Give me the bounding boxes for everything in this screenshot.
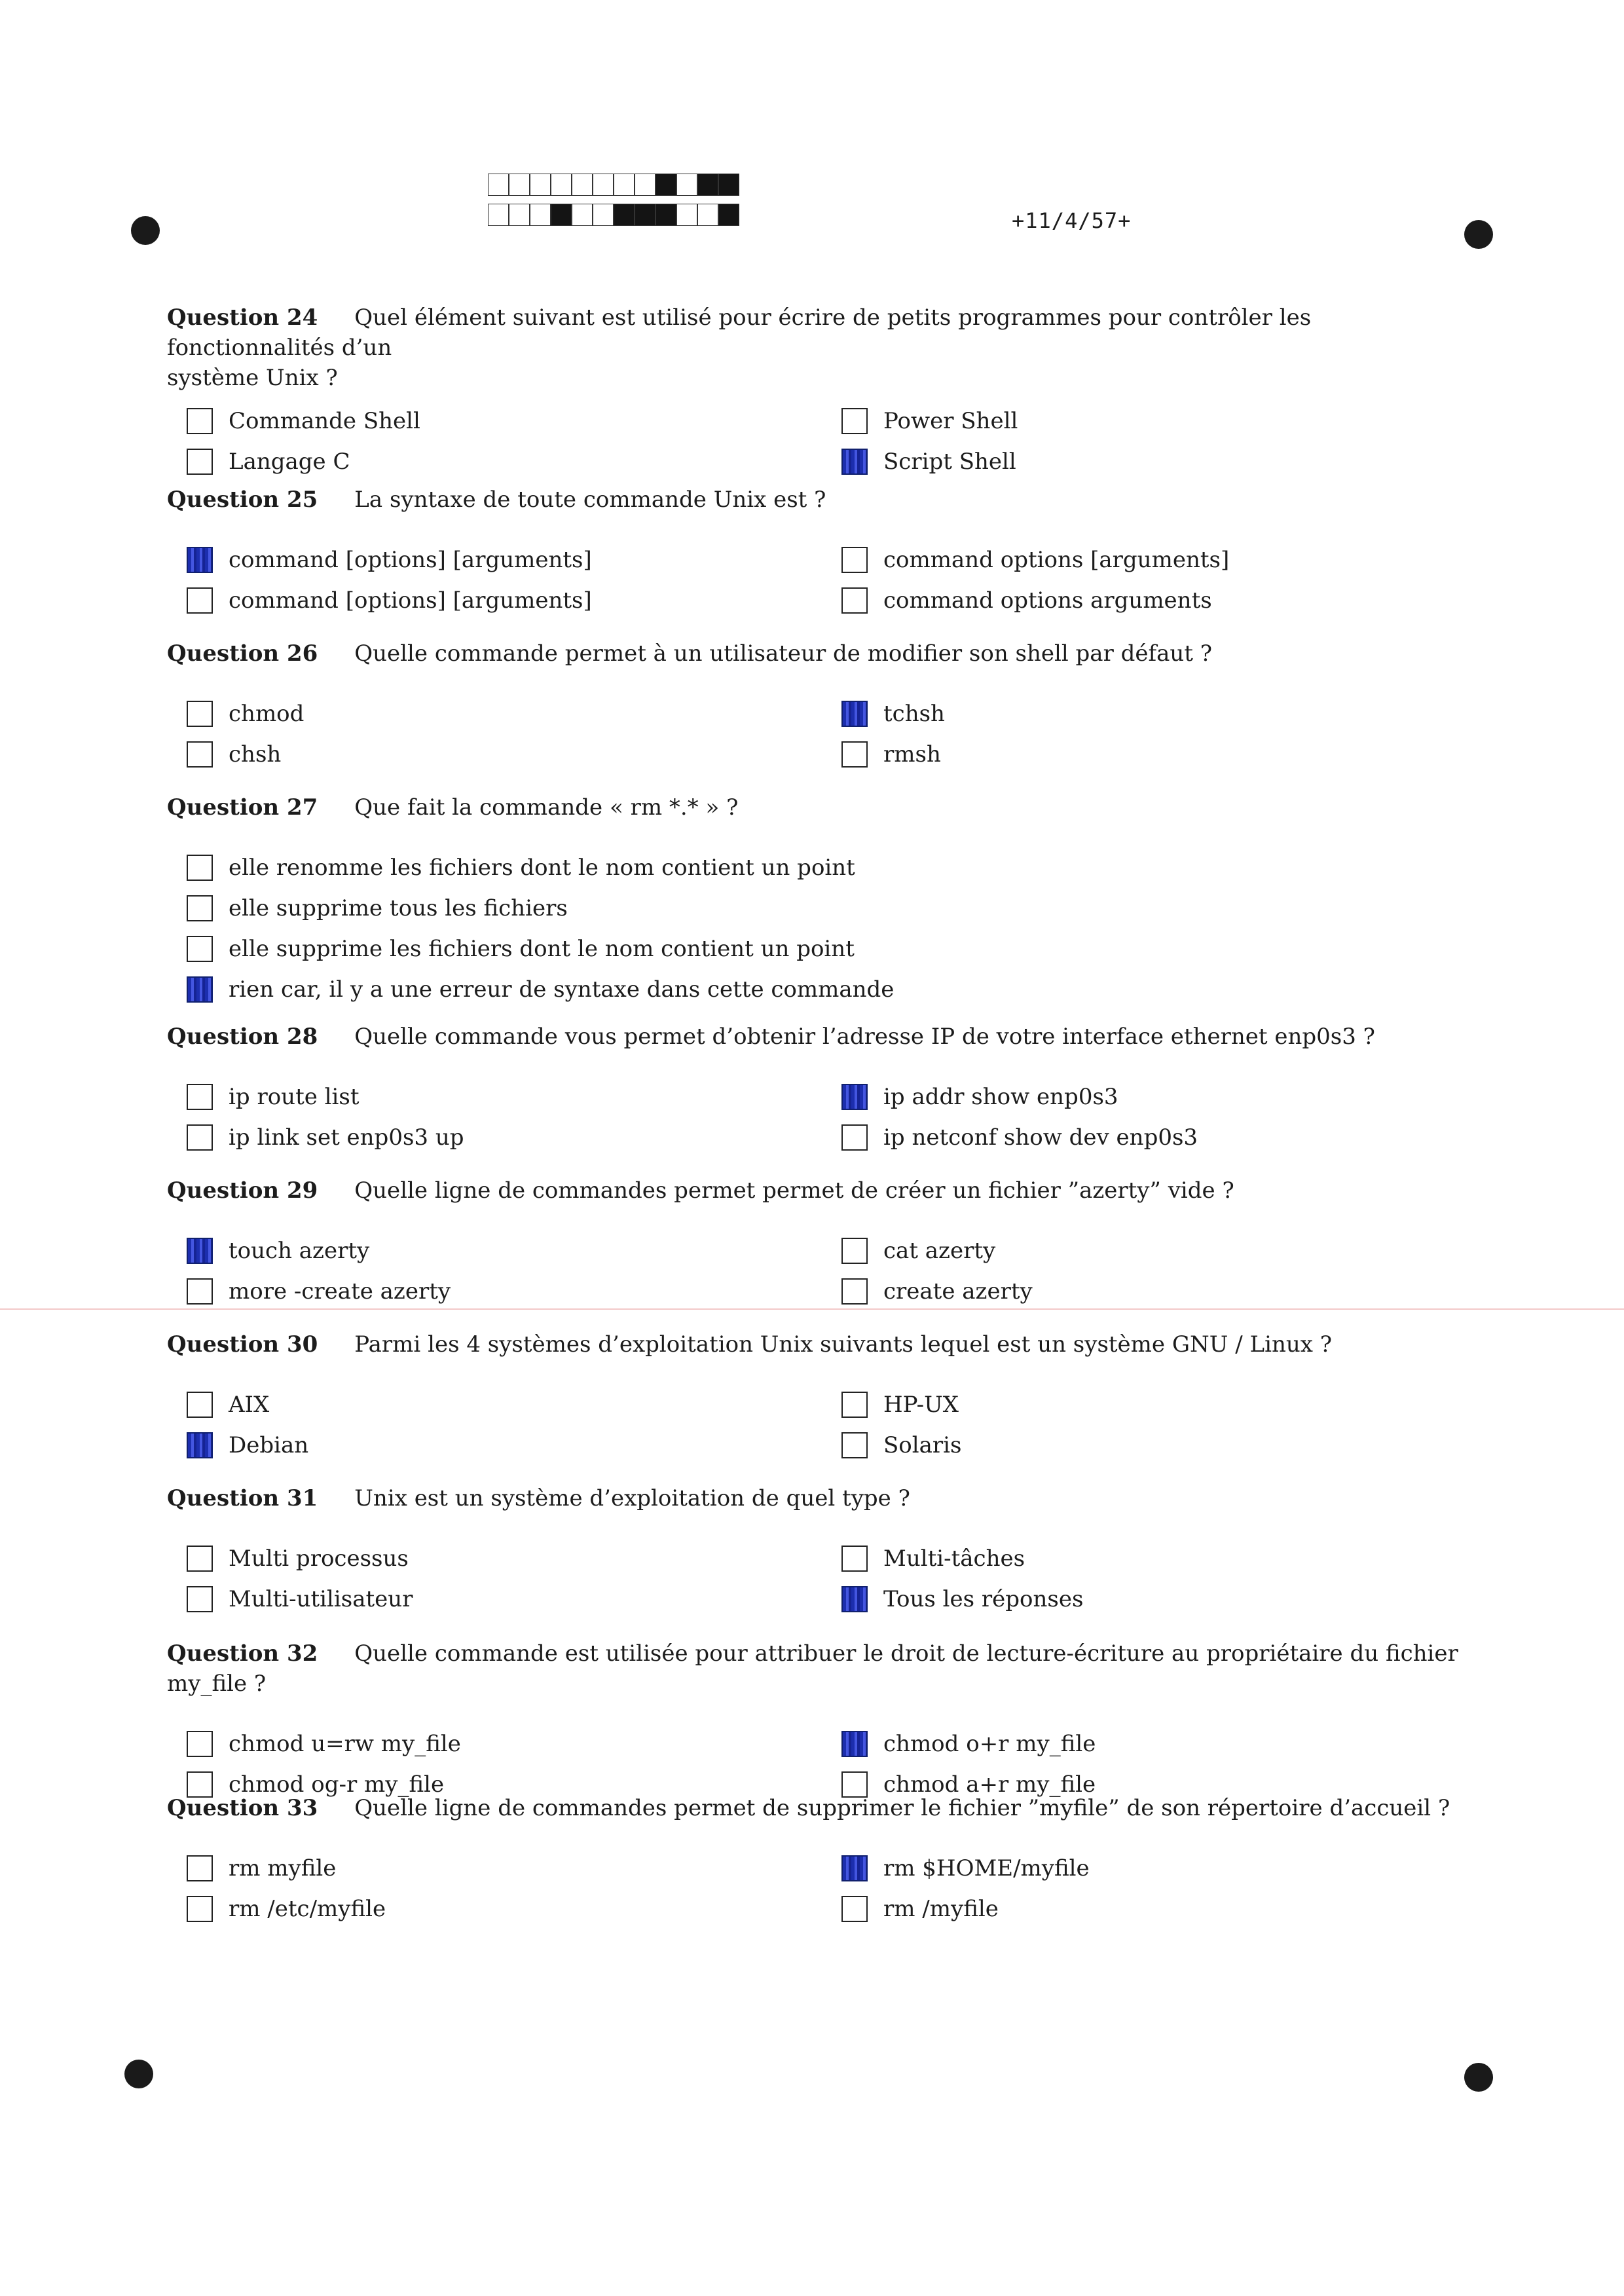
answer-choice[interactable] (187, 934, 855, 964)
answer-choice[interactable] (841, 1390, 959, 1420)
barcode-cell-empty (572, 174, 593, 196)
answer-choice[interactable] (841, 585, 1212, 616)
answer-label: chmod o+r my_file (883, 1731, 1096, 1757)
answer-label: AIX (229, 1392, 270, 1418)
answer-label: ip link set enp0s3 up (229, 1124, 464, 1151)
checkbox-checked[interactable] (841, 1731, 868, 1757)
answer-choice[interactable] (841, 1584, 1083, 1614)
question-number: Question 28 (167, 1024, 318, 1050)
question-number: Question 32 (167, 1640, 318, 1667)
answer-choice[interactable] (841, 1853, 1090, 1883)
checkbox[interactable] (841, 1546, 868, 1572)
answer-choices (167, 1082, 1460, 1164)
answer-label: Tous les réponses (883, 1586, 1084, 1612)
question-block (167, 1176, 1460, 1318)
answer-choice[interactable] (187, 893, 568, 923)
barcode-cell-filled (697, 174, 718, 196)
answer-label: Multi-tâches (883, 1546, 1025, 1572)
barcode-cell-filled (655, 204, 676, 226)
question-header (167, 1483, 1460, 1513)
barcode-cell-empty (530, 174, 551, 196)
barcode-cell-filled (551, 204, 572, 226)
question-text-continuation: système Unix ? (167, 365, 338, 391)
answer-label: Script Shell (883, 449, 1016, 475)
barcode-cell-empty (488, 174, 509, 196)
answer-choice[interactable] (187, 1082, 360, 1112)
answer-choice[interactable] (841, 406, 1018, 436)
answer-label: chsh (229, 741, 282, 768)
answer-label: create azerty (883, 1278, 1033, 1305)
question-block (167, 1022, 1460, 1164)
checkbox[interactable] (187, 1084, 213, 1110)
answer-choice[interactable] (841, 1544, 1025, 1574)
answer-choice[interactable] (841, 447, 1016, 477)
answer-choice[interactable] (187, 1390, 269, 1420)
checkbox[interactable] (187, 1731, 213, 1757)
barcode-cell-empty (676, 174, 697, 196)
checkbox[interactable] (841, 1896, 868, 1922)
answer-label: command [options] [arguments] (229, 547, 592, 573)
barcode-cell-filled (655, 174, 676, 196)
question-number: Question 24 (167, 305, 318, 331)
answer-choice[interactable] (841, 1236, 995, 1266)
answer-choice[interactable] (841, 1430, 961, 1460)
answer-label: cat azerty (883, 1238, 996, 1264)
answer-label: elle supprime tous les fichiers (229, 895, 568, 921)
checkbox[interactable] (841, 1392, 868, 1418)
answer-label: Commande Shell (229, 408, 420, 434)
answer-choice[interactable] (187, 1544, 409, 1574)
checkbox[interactable] (187, 936, 213, 962)
question-text: Quel élément suivant est utilisé pour écrire de petits programmes pour contrôler les fonctionnalités d’un (167, 305, 1312, 361)
answer-choice[interactable] (187, 853, 855, 883)
answer-choices (167, 1853, 1460, 1936)
answer-choices (167, 1236, 1460, 1318)
question-block (167, 792, 1460, 1018)
checkbox-checked[interactable] (841, 701, 868, 727)
checkbox-checked[interactable] (187, 547, 213, 573)
answer-label: ip route list (229, 1084, 360, 1110)
checkbox[interactable] (187, 1278, 213, 1305)
checkbox[interactable] (841, 1278, 868, 1305)
question-block (167, 1329, 1460, 1472)
checkbox[interactable] (187, 701, 213, 727)
answer-choice[interactable] (841, 545, 1229, 575)
answer-label: command options arguments (883, 587, 1212, 614)
registration-mark-top-left (131, 216, 160, 245)
answer-label: more -create azerty (229, 1278, 451, 1305)
question-block (167, 485, 1460, 627)
checkbox[interactable] (841, 1238, 868, 1264)
answer-choices (167, 406, 1460, 489)
question-text: La syntaxe de toute commande Unix est ? (354, 487, 826, 513)
answer-choice[interactable] (187, 545, 592, 575)
question-text: Quelle commande permet à un utilisateur de modifier son shell par défaut ? (354, 640, 1212, 667)
answer-choice[interactable] (187, 1276, 451, 1306)
barcode-cell-empty (593, 204, 614, 226)
answer-label: chmod a+r my_file (883, 1771, 1096, 1798)
answer-choice[interactable] (187, 1729, 461, 1759)
checkbox-checked[interactable] (187, 1432, 213, 1458)
question-block (167, 1639, 1460, 1811)
question-block (167, 303, 1460, 489)
answer-label: HP-UX (883, 1392, 959, 1418)
page-barcode (488, 174, 739, 234)
answer-label: command [options] [arguments] (229, 587, 592, 614)
question-text: Parmi les 4 systèmes d’exploitation Unix suivants lequel est un système GNU / Linux ? (354, 1331, 1332, 1358)
barcode-cell-empty (572, 204, 593, 226)
answer-label: rmsh (883, 741, 941, 768)
question-number: Question 30 (167, 1331, 318, 1358)
question-text: Que fait la commande « rm *.* » ? (354, 794, 739, 821)
question-header (167, 1793, 1460, 1823)
checkbox-checked[interactable] (187, 1238, 213, 1264)
answer-label: rm myfile (229, 1855, 337, 1881)
answer-choice[interactable] (841, 699, 945, 729)
checkbox[interactable] (187, 408, 213, 434)
barcode-cell-empty (488, 204, 509, 226)
answer-label: Solaris (883, 1432, 962, 1458)
checkbox[interactable] (187, 1586, 213, 1612)
question-text: Quelle ligne de commandes permet permet de créer un fichier ”azerty” vide ? (354, 1177, 1234, 1204)
question-block (167, 1793, 1460, 1936)
barcode-cell-empty (697, 204, 718, 226)
answer-label: chmod (229, 701, 304, 727)
answer-choice[interactable] (187, 739, 281, 769)
registration-mark-bottom-right (1464, 2063, 1493, 2092)
question-text: Quelle commande vous permet d’obtenir l’adresse IP de votre interface ethernet enp0s3 ? (354, 1024, 1375, 1050)
checkbox[interactable] (841, 741, 868, 768)
barcode-cell-empty (551, 174, 572, 196)
answer-label: chmod og-r my_file (229, 1771, 445, 1798)
checkbox[interactable] (187, 895, 213, 921)
question-number: Question 25 (167, 487, 318, 513)
checkbox[interactable] (841, 1432, 868, 1458)
answer-label: rm $HOME/myfile (883, 1855, 1090, 1881)
answer-choice[interactable] (841, 1082, 1118, 1112)
page-code: +11/4/57+ (1012, 208, 1132, 233)
checkbox-checked[interactable] (841, 1855, 868, 1881)
barcode-cell-empty (509, 174, 530, 196)
question-number: Question 29 (167, 1177, 318, 1204)
answer-choices (167, 699, 1460, 781)
checkbox[interactable] (187, 587, 213, 614)
question-header (167, 1329, 1460, 1360)
question-number: Question 31 (167, 1485, 318, 1511)
question-number: Question 27 (167, 794, 318, 821)
answer-label: ip addr show enp0s3 (883, 1084, 1118, 1110)
answer-choice[interactable] (187, 1236, 369, 1266)
question-number: Question 33 (167, 1795, 318, 1821)
answer-label: elle renomme les fichiers dont le nom contient un point (229, 855, 855, 881)
question-header (167, 639, 1460, 669)
checkbox[interactable] (187, 1392, 213, 1418)
answer-choice[interactable] (187, 1122, 464, 1153)
question-header (167, 1022, 1460, 1052)
answer-label: touch azerty (229, 1238, 370, 1264)
checkbox[interactable] (187, 1896, 213, 1922)
answer-label: Multi-utilisateur (229, 1586, 413, 1612)
checkbox[interactable] (841, 587, 868, 614)
answer-choices (167, 545, 1460, 627)
answer-label: Debian (229, 1432, 309, 1458)
checkbox[interactable] (187, 1124, 213, 1151)
answer-label: command options [arguments] (883, 547, 1230, 573)
answer-choice[interactable] (841, 739, 941, 769)
question-text: Quelle commande est utilisée pour attribuer le droit de lecture-écriture au propriétaire du fichier my_file ? (167, 1640, 1458, 1697)
question-header (167, 1639, 1460, 1699)
question-block (167, 639, 1460, 781)
answer-choice[interactable] (187, 974, 894, 1005)
question-text: Quelle ligne de commandes permet de supprimer le fichier ”myfile” de son répertoire d’accueil ? (354, 1795, 1450, 1821)
checkbox[interactable] (187, 855, 213, 881)
checkbox-checked[interactable] (841, 1586, 868, 1612)
answer-choice[interactable] (187, 1894, 386, 1924)
checkbox[interactable] (187, 1855, 213, 1881)
answer-choice[interactable] (187, 1853, 336, 1883)
barcode-cell-empty (509, 204, 530, 226)
question-header (167, 1176, 1460, 1206)
checkbox-checked[interactable] (841, 449, 868, 475)
answer-choice[interactable] (187, 585, 592, 616)
answer-choice[interactable] (187, 1584, 413, 1614)
question-header (167, 792, 1460, 823)
barcode-cell-empty (593, 174, 614, 196)
barcode-cell-filled (635, 204, 655, 226)
barcode-cell-empty (530, 204, 551, 226)
checkbox[interactable] (187, 1546, 213, 1572)
answer-label: tchsh (883, 701, 945, 727)
answer-choice[interactable] (841, 1729, 1096, 1759)
checkbox[interactable] (187, 741, 213, 768)
answer-choice[interactable] (187, 406, 420, 436)
answer-choices (167, 1390, 1460, 1472)
answer-label: chmod u=rw my_file (229, 1731, 461, 1757)
barcode-row (488, 204, 739, 227)
checkbox[interactable] (841, 547, 868, 573)
checkbox[interactable] (187, 449, 213, 475)
registration-mark-top-right (1464, 220, 1493, 249)
answer-label: rm /myfile (883, 1896, 999, 1922)
answer-label: ip netconf show dev enp0s3 (883, 1124, 1198, 1151)
barcode-cell-empty (614, 174, 635, 196)
answer-label: Multi processus (229, 1546, 409, 1572)
barcode-cell-empty (635, 174, 655, 196)
answer-choice[interactable] (187, 447, 350, 477)
checkbox[interactable] (841, 1124, 868, 1151)
answer-choices (167, 853, 1460, 1018)
checkbox[interactable] (841, 408, 868, 434)
checkbox-checked[interactable] (187, 976, 213, 1003)
answer-label: elle supprime les fichiers dont le nom contient un point (229, 936, 855, 962)
registration-mark-bottom-left (124, 2060, 153, 2088)
answer-label: Langage C (229, 449, 350, 475)
barcode-row (488, 174, 739, 197)
answer-choice[interactable] (841, 1122, 1198, 1153)
question-block (167, 1483, 1460, 1626)
answer-label: rm /etc/myfile (229, 1896, 386, 1922)
barcode-cell-filled (718, 204, 739, 226)
barcode-cell-empty (676, 204, 697, 226)
question-header (167, 303, 1460, 363)
checkbox-checked[interactable] (841, 1084, 868, 1110)
barcode-cell-filled (614, 204, 635, 226)
barcode-cell-filled (718, 174, 739, 196)
question-number: Question 26 (167, 640, 318, 667)
answer-choice[interactable] (187, 699, 304, 729)
question-text: Unix est un système d’exploitation de quel type ? (354, 1485, 910, 1511)
answer-label: rien car, il y a une erreur de syntaxe dans cette commande (229, 976, 895, 1003)
answer-label: Power Shell (883, 408, 1018, 434)
answer-choices (167, 1544, 1460, 1626)
answer-choice[interactable] (841, 1894, 999, 1924)
question-header (167, 485, 1460, 515)
answer-choice[interactable] (187, 1430, 308, 1460)
answer-choice[interactable] (841, 1276, 1033, 1306)
